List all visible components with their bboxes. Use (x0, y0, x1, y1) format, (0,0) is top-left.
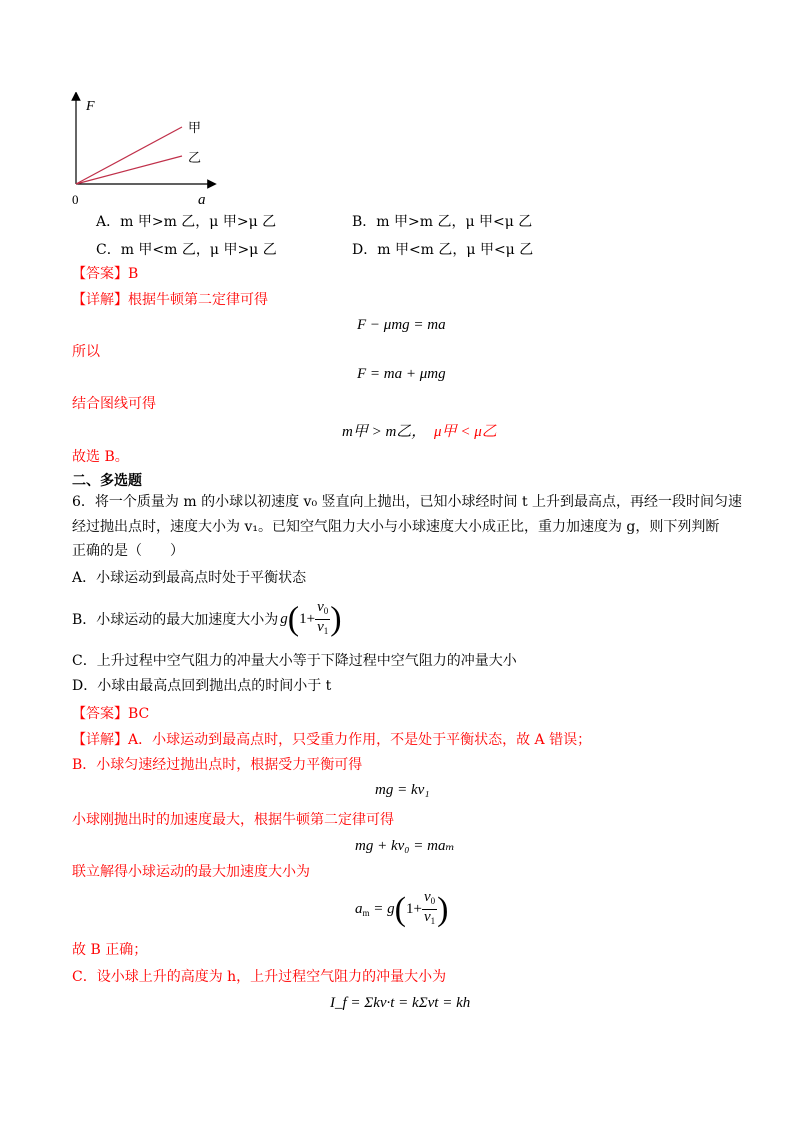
q5-suoyi: 所以 (72, 344, 100, 360)
q5-eq3-mass: m甲 > m乙， (342, 424, 427, 440)
q5-detail: 【详解】根据牛顿第二定律可得 (72, 292, 268, 308)
q6-equation-2: mg + kv₀ = maₘ (355, 838, 455, 854)
q6-line-max: 小球刚抛出时的加速度最大，根据牛顿第二定律可得 (72, 812, 394, 828)
q6-option-c: C．上升过程中空气阻力的冲量大小等于下降过程中空气阻力的冲量大小 (72, 653, 517, 669)
x-axis-label: a (198, 192, 206, 208)
q5-option-c: C．m 甲<m 乙，μ 甲>μ 乙 (96, 242, 277, 258)
q6-equation-1: mg = kv₁ (375, 782, 430, 798)
q6-option-b-row (72, 600, 342, 639)
q6-detail-a: 【详解】A．小球运动到最高点时，只受重力作用，不是处于平衡状态，故 A 错误； (72, 732, 592, 748)
q5-option-a: A．m 甲>m 乙，μ 甲>μ 乙 (96, 214, 277, 230)
line-yi-label: 乙 (188, 151, 202, 166)
line-jia-label: 甲 (188, 121, 202, 136)
q6-stem-line-3: 正确的是（ ） (72, 543, 184, 559)
q6-stem-line-2: 经过抛出点时，速度大小为 v₁。已知空气阻力大小与小球速度大小成正比，重力加速度为 g，则下列判断 (72, 519, 720, 535)
y-axis-label: F (86, 99, 95, 114)
q6-answer: 【答案】BC (72, 706, 150, 722)
q6-detail-b: B．小球匀速经过抛出点时，根据受力平衡可得 (72, 757, 363, 773)
q5-equation-2: F = ma + μmg (357, 366, 446, 382)
q6-max-acceleration-formula: $a_m = g$ ( 1+ $\frac{v_0}{v_1}$ ) (355, 889, 449, 928)
q6-detail-c: C．设小球上升的高度为 h，上升过程空气阻力的冲量大小为 (72, 969, 447, 985)
q6-option-b: B．小球运动的最大加速度大小为 (72, 611, 279, 628)
q5-option-d: D．m 甲<m 乙，μ 甲<μ 乙 (352, 242, 534, 258)
q5-equation-3 (342, 420, 497, 441)
section-title: 二、多选题 (72, 473, 142, 489)
line-jia (76, 127, 182, 184)
q5-jiehe: 结合图线可得 (72, 396, 156, 412)
q6-option-d: D．小球由最高点回到抛出点的时间小于 t (72, 678, 332, 694)
q5-answer: 【答案】B (72, 266, 139, 282)
q6-correct-b: 故 B 正确； (72, 942, 148, 958)
q5-option-b: B．m 甲>m 乙，μ 甲<μ 乙 (352, 214, 533, 230)
q6-stem-line-1: 6．将一个质量为 m 的小球以初速度 v₀ 竖直向上抛出，已知小球经时间 t 上升到最高点，再经一段时间匀速 (72, 494, 743, 510)
q6-option-a: A．小球运动到最高点时处于平衡状态 (72, 570, 307, 586)
force-acceleration-graph (60, 92, 220, 212)
q6-impulse-equation: I_f = Σkv·t = kΣvt = kh (330, 995, 471, 1011)
q5-eq3-mu: μ甲 < μ乙 (434, 424, 497, 440)
q6-line-solve: 联立解得小球运动的最大加速度大小为 (72, 864, 310, 880)
q5-equation-1: F − μmg = ma (357, 317, 446, 333)
origin-label: 0 (72, 192, 79, 207)
q6-option-b-formula: g(1+ $\frac{v_0}{v_1}$ ) (280, 599, 342, 638)
line-yi (76, 156, 182, 184)
q5-conclusion: 故选 B。 (72, 449, 129, 465)
